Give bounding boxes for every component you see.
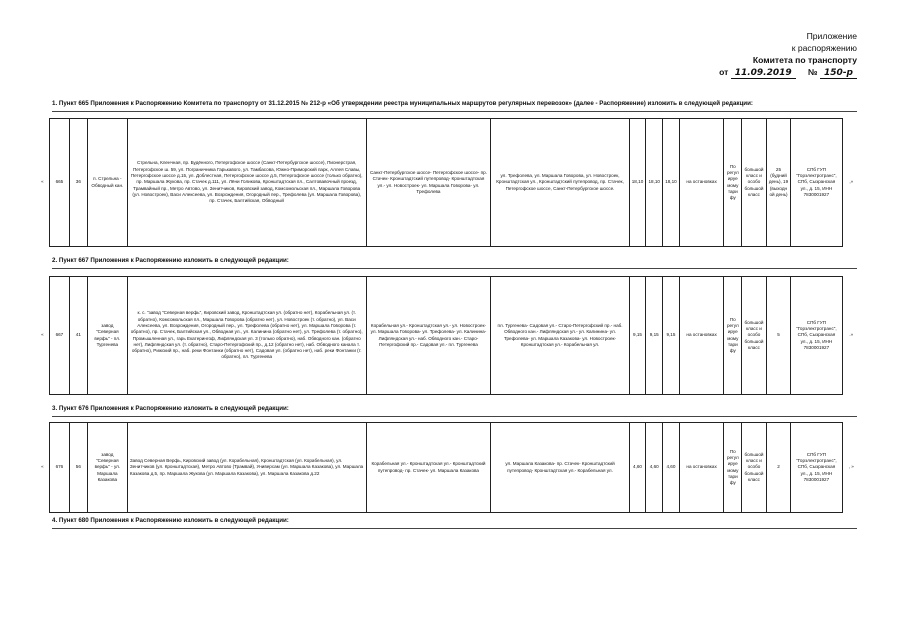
number-prefix: № [808,67,818,77]
header-line-3: Комитета по транспорту [752,55,857,65]
section-2-table [36,276,860,395]
route-length-3: 9,15 [663,277,680,395]
section-3-title: 3. Пункт 676 Приложения к Распоряжению изложить в следующей редакции: [52,405,289,412]
section-3-table [36,422,860,513]
row-tail: .» [849,332,854,338]
table-row [36,119,860,247]
route-stops: Стрельна, Кленчная, пр. Будённого, Петергофское шоссе (Санкт-Петербургское шоссе), Пионерстрая, Петергофское ш. 59, ул. Пограничника Гарькавого, ул. Тамбасова, Южно-Приморский парк, Аллея Славы, Петергофское шоссе д.15, ул. Доблестная, Петергофское шоссе д.5, Петергофское шоссе (только обратно), пр. Маршала Жукова, пр. Стачек д.111, ул. Лёни Голикова, Кронштадтская пл., Салтовавочный проезд, Трамвайный пр., Метро Автово, ул. Зенитчиков, Кировский завод, Комсомольская пл., Маршала Говорова (ул. Новостроек), Васи Алексеева, ул. Возрождения, Огородный пер., Трефолева (ул. Маршала Говорова), пр. Стачек, Балтийская, Обводный [127,119,366,247]
vehicle-quantity: 2 [766,423,791,513]
route-streets-back: ул. Маршала Казакова- пр. Стачек- Кронштадтский путепровод- Кронштадтская ул.- Корабельная ул. [491,423,629,513]
route-length-3: 4,60 [663,423,680,513]
route-streets-back: пл. Тургенева- Садовая ул.- Старо-Петергофский пр.- наб. Обводного кан.- Лифляндская ул.- ул. Калинина- ул. Трефолева- ул. Маршала Казакова- ул. Новостроек- Кронштадтская ул.- Корабельная ул. [491,277,629,395]
number-value: 150-р [820,68,857,79]
row-lead: « [41,332,44,338]
route-streets-forward: Корабельная ул.- Кронштадтская ул.- Кронштадтский путепровод- пр. Стачек- ул. Маршала Казакова [366,423,491,513]
section-1-rule [52,111,857,112]
row-lead: « [41,179,44,185]
registry-number: 676 [49,423,69,513]
route-number: 56 [69,423,87,513]
section-2-rule [52,268,857,269]
tariff-type: По регулируемому тарифу [724,423,742,513]
stop-order: на остановках [679,277,724,395]
section-4-rule [52,528,857,529]
section-1-title: 1. Пункт 665 Приложения к Распоряжению Комитета по транспорту от 31.12.2015 № 212-р «Об утверждении реестра муниципальных маршрутов регулярных перевозок» (далее - Распоряжение) изложить в следующей редакции: [52,100,753,107]
carrier-info: СПб ГУП "Горэлектротранс", СПб, Сызранская ул., д. 15, ИНН 7830001927 [791,423,842,513]
section-3-rule [52,416,857,417]
section-4-title: 4. Пункт 680 Приложения к Распоряжению изложить в следующей редакции: [52,517,289,524]
registry-number: 665 [49,119,69,247]
stop-order: на остановках [679,423,724,513]
route-length-2: 4,60 [646,423,663,513]
carrier-info: СПб ГУП "Горэлектротранс", СПб, Сызранская ул., д. 15, ИНН 7830001927 [791,277,842,395]
vehicle-quantity: 5 [766,277,791,395]
section-1-table [36,118,860,247]
route-streets-forward: Корабельная ул.- Кронштадтская ул.- ул. Новостроек- ул. Маршала Говорова- ул. Трефолева- ул. Калинина- Лифляндская ул.- наб. Обводного кан.- Старо-Петергофский пр.- Садовая ул.- пл. Тургенева [366,277,491,395]
table-row [36,277,860,395]
route-name: завод "Северная верфь" - пл. Тургенева [87,277,127,395]
route-length-1: 18,10 [629,119,646,247]
carrier-info: СПб ГУП "Горэлектротранс", СПб, Сызранская ул., д. 15, ИНН 7830001927 [791,119,842,247]
tariff-type: По регулируемому тарифу [724,277,742,395]
header-date-line [719,66,857,79]
route-length-2: 18,10 [646,119,663,247]
route-streets-back: ул. Трефолева, ул. Маршала Говорова, ул. Новостроек, Кронштадтская ул., Кронштадтский путепровод, пр. Стачек, Петергофское шоссе, Санкт-Петербургское шоссе. [491,119,629,247]
header-block [719,30,857,79]
route-stops: Завод Северная Верфь, Кировский завод (ул. Корабельная), Кронштадтская (ул. Корабельная), ул. Зенитчиков (ул. Кронштадтская), Метро Автово (Трамвай), Универсам (ул. Маршала Казакова), ул. Маршала Казакова д.5, пр. Маршала Жукова (ул. Маршала Казакова), ул. Маршала Казакова д.22 [127,423,366,513]
vehicle-class: большой класс и особо большой класс [742,119,767,247]
route-length-1: 9,15 [629,277,646,395]
route-name: п. Стрельна - Обводный кан. [87,119,127,247]
vehicle-class: большой класс и особо большой класс [742,277,767,395]
vehicle-class: большой класс и особо большой класс [742,423,767,513]
header-line-1: Приложение [806,31,857,41]
route-name: завод "Северная верфь" - ул. Маршала Казакова [87,423,127,513]
route-streets-forward: Санкт-Петербургское шоссе- Петергофское шоссе- пр. Стачек- Кронштадтский путепровод- Кронштадтская ул.- ул. Новостроек- ул. Маршала Говорова- ул. Трефолева [366,119,491,247]
route-length-2: 9,15 [646,277,663,395]
header-line-2: к распоряжению [791,43,857,53]
registry-number: 667 [49,277,69,395]
date-value: 11.09.2019 [731,68,796,79]
route-length-3: 18,10 [663,119,680,247]
table-row [36,423,860,513]
row-tail: ,» [849,179,854,185]
route-number: 36 [69,119,87,247]
route-stops: к. с. "завод "Северная верфь", Кировский завод, Кронштадтская ул. (обратно нет), Корабельная ул. (т. обратно), Комсомольская пл., Маршала Говорова (обратно нет), ул. Новостроек (т. обратно), ул. Васи Алексеева, ул. Возрождения, Огородный пер., ул. Трефолева (обратно нет), ул. Маршала Говорова (т. обратно), пр. Стачек, Балтийская ул., Обводная ул., ул. Калинина (обратно нет), ул. Трефолева (т. обратно), Промышленная ул., гарь Екатерингоф, Лифляндская ул. 3 (только обратно), наб. Обводного кан. (обратно нет), Лифляндская ул. (т. обратно), Старо-Петергофский пр., д.12 (обратно нет), наб. Обводного канала т. обратно), Рижский пр., наб. реки Фонтанки (обратно нет), Садовая ул. (обратно нет), наб. реки Фонтанки (т. обратно), пл. Тургенева [127,277,366,395]
stop-order: на остановках [679,119,724,247]
date-prefix: от [719,67,729,77]
section-2-title: 2. Пункт 667 Приложения к Распоряжению изложить в следующей редакции: [52,257,289,264]
route-length-1: 4,60 [629,423,646,513]
vehicle-quantity: 25 (будний день), 19 (выходной день) [766,119,791,247]
row-lead: « [41,464,44,470]
row-tail: , » [848,464,854,470]
tariff-type: По регулируемому тарифу [724,119,742,247]
route-number: 41 [69,277,87,395]
